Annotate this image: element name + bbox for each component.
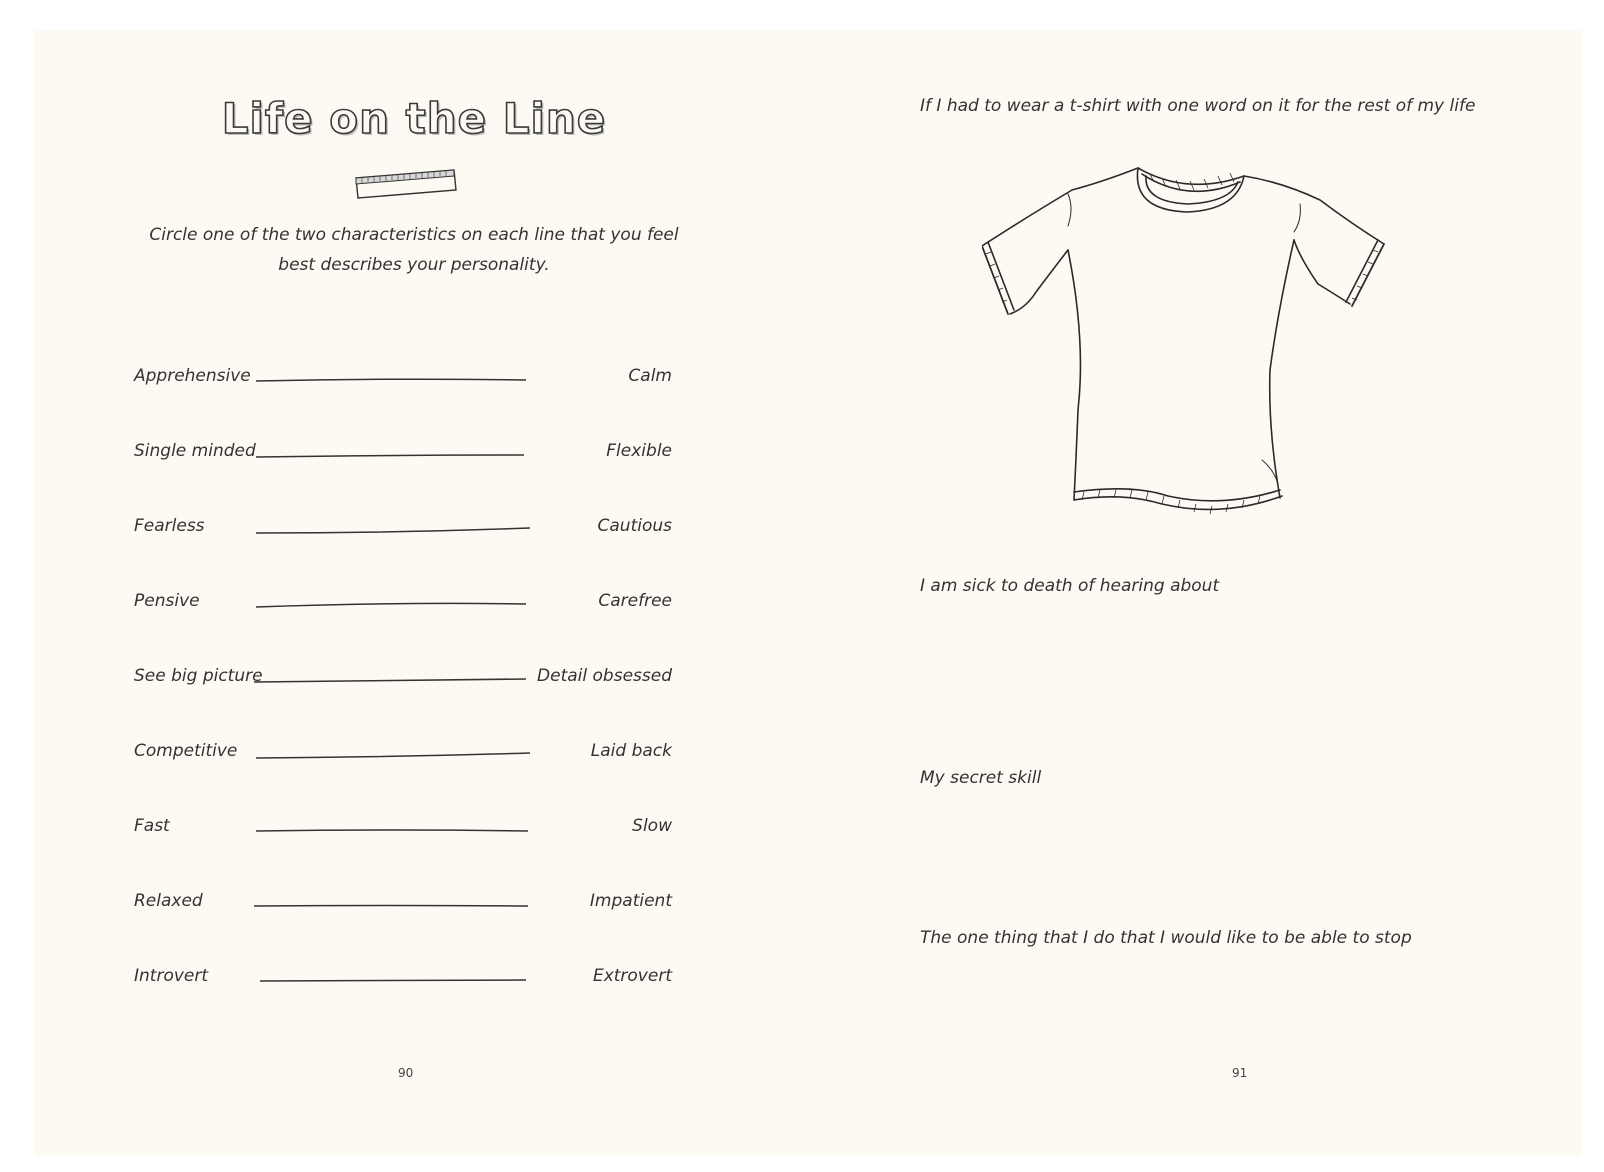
left-page <box>34 30 808 1156</box>
scale-line <box>254 450 534 460</box>
scale-line <box>254 825 534 835</box>
scale-right-label[interactable]: Calm <box>628 366 672 386</box>
tshirt-icon <box>982 160 1392 520</box>
prompt-tshirt: If I had to wear a t-shirt with one word on it for the rest of my life <box>920 96 1476 116</box>
prompt-stop: The one thing that I do that I would like to be able to stop <box>920 928 1412 948</box>
scale-right-label[interactable]: Laid back <box>590 741 672 761</box>
scale-right-label[interactable]: Flexible <box>606 441 672 461</box>
scale-row <box>134 366 672 396</box>
scale-left-label[interactable]: Fearless <box>134 516 205 536</box>
page-number: 90 <box>398 1066 414 1080</box>
scale-row <box>134 891 672 921</box>
scale-left-label[interactable]: Single minded <box>134 441 256 461</box>
scale-row <box>134 741 672 771</box>
prompt-secret-skill: My secret skill <box>920 768 1042 788</box>
scale-row <box>134 591 672 621</box>
book-spread <box>34 30 1582 1156</box>
scale-line <box>252 675 532 685</box>
scale-right-label[interactable]: Impatient <box>589 891 672 911</box>
scale-line <box>258 975 538 985</box>
scale-right-label[interactable]: Extrovert <box>592 966 672 986</box>
scale-right-label[interactable]: Slow <box>632 816 672 836</box>
scale-row <box>134 966 672 996</box>
ruler-icon <box>354 168 464 202</box>
page-title: Life on the Line <box>221 94 607 143</box>
scale-line <box>254 375 534 385</box>
scale-left-label[interactable]: See big picture <box>134 666 263 686</box>
scale-line <box>254 600 534 610</box>
scale-row <box>134 816 672 846</box>
scale-right-label[interactable]: Cautious <box>597 516 672 536</box>
scale-row <box>134 666 672 696</box>
scale-line <box>252 900 532 910</box>
right-page <box>808 30 1582 1156</box>
scale-right-label[interactable]: Carefree <box>598 591 672 611</box>
scale-line <box>254 525 534 535</box>
scale-left-label[interactable]: Pensive <box>134 591 200 611</box>
scale-line <box>254 750 534 760</box>
instructions-text: Circle one of the two characteristics on each line that you feel best describes your personality. <box>149 225 679 275</box>
page-number: 91 <box>1232 1066 1248 1080</box>
scale-left-label[interactable]: Fast <box>134 816 170 836</box>
scale-row <box>134 441 672 471</box>
scale-row <box>134 516 672 546</box>
scale-left-label[interactable]: Competitive <box>134 741 238 761</box>
scale-right-label[interactable]: Detail obsessed <box>537 666 672 686</box>
scale-left-label[interactable]: Relaxed <box>134 891 203 911</box>
scale-left-label[interactable]: Apprehensive <box>134 366 251 386</box>
scale-left-label[interactable]: Introvert <box>134 966 209 986</box>
prompt-sick-of: I am sick to death of hearing about <box>920 576 1220 596</box>
